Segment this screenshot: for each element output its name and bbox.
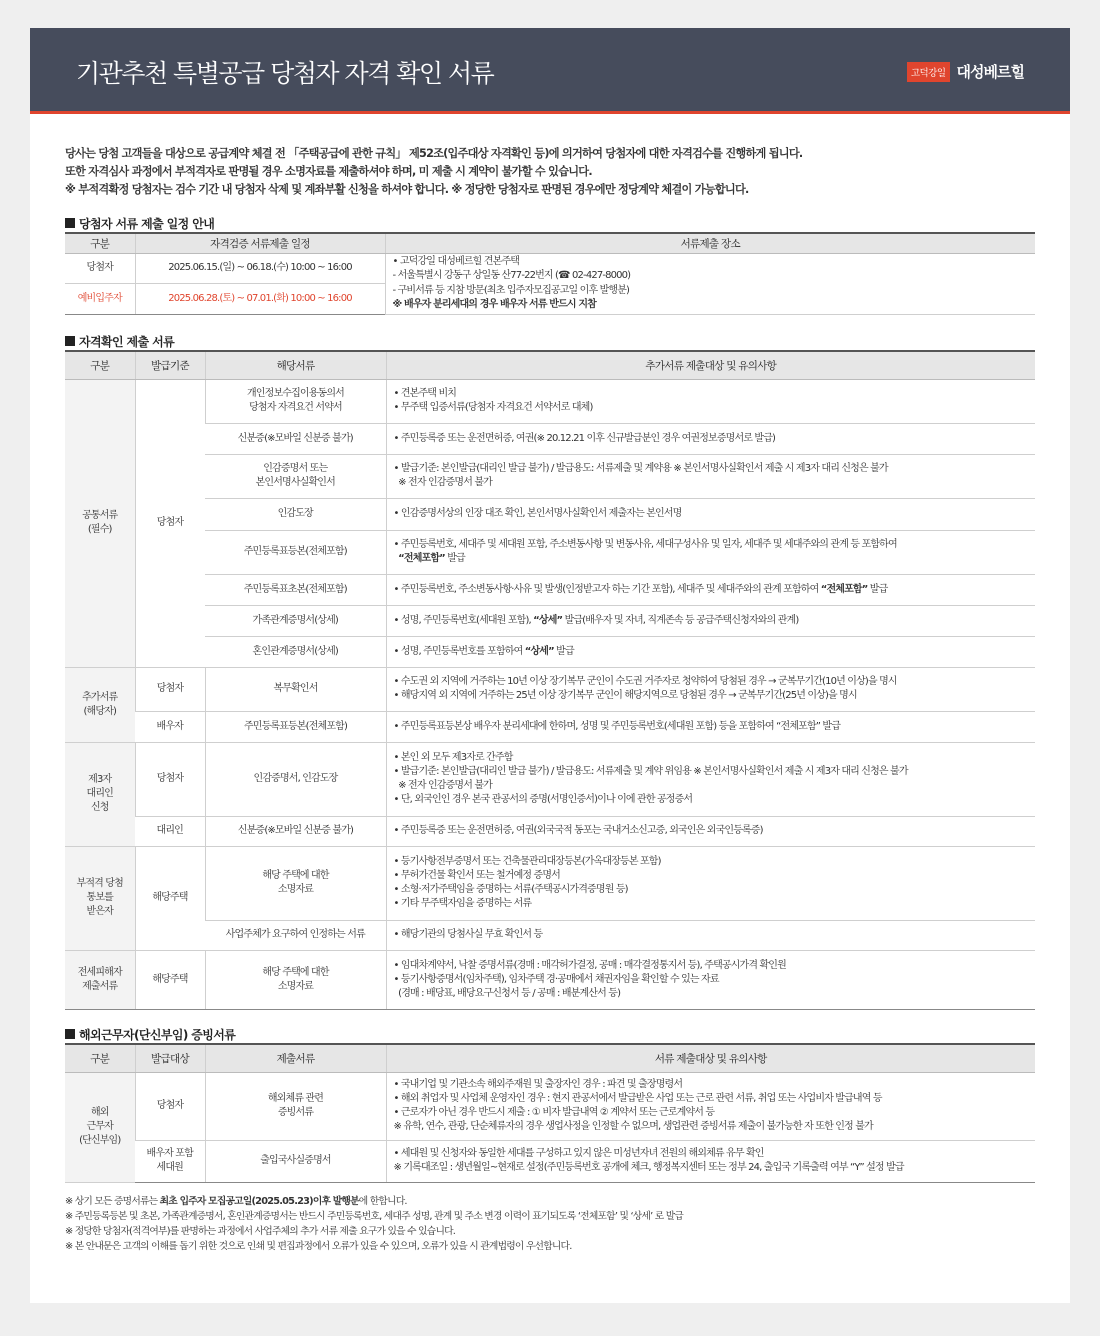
doc-note: • 임대차계약서, 낙찰 증명서류(경매 : 매각허가결정, 공매 : 매각결정통지서 등), 주택공시가격 확인원 • 등기사항증명서(임차주택), 임차주택 경·공매에서 채권자임을 확인할 수 있는 자료 (경매 : 배당표, 배당요구신청서 등 / 공매 : 배분계산서 등) [386,950,1035,1009]
group-label: 전세피해자 제출서류 [65,950,135,1009]
table-row [65,498,1035,530]
table-row [65,742,1035,816]
intro-line: 당사는 당첨 고객들을 대상으로 공급계약 체결 전 「주택공급에 관한 규칙」 제52조(입주대상 자격확인 등)에 의거하여 당첨자에 대한 자격검수를 진행하게 됩니다. [65,147,803,160]
doc-note: • 발급기준: 본인발급(대리인 발급 불가) / 발급용도: 서류제출 및 계약용 ※ 본인서명사실확인서 제출 시 제3자 대리 신청은 불가 ※ 전자 인감증명서 불가 [386,454,1035,498]
doc-note: • 주민등록번호, 주소변동사항·사유 및 발생(인정받고자 하는 기간 포함), 세대주 및 세대주와의 관계 포함하여 “전체포함” 발급 [386,574,1035,605]
schedule-type: 예비입주자 [65,284,135,315]
footnote: ※ 본 안내문은 고객의 이해를 돕기 위한 것으로 인쇄 및 편집과정에서 오류가 있을 수 있으며, 오류가 있을 시 관계법령이 우선합니다. [65,1241,572,1252]
basis-label: 배우자 [135,711,205,742]
doc-note: • 성명, 주민등록번호를 포함하여 “상세” 발급 [386,636,1035,667]
basis-label: 당첨자 [135,742,205,816]
doc-name: 복무확인서 [205,667,386,711]
table-row [65,530,1035,574]
group-label: 부적격 당첨 통보를 받은자 [65,846,135,950]
column-header: 발급대상 [135,1044,205,1072]
doc-note: • 본인 외 모두 제3자로 간주함 • 발급기준: 본인발급(대리인 발급 불가) / 발급용도: 서류제출 및 계약 위임용 ※ 본인서명사실확인서 제출 시 제3자 대리 신청은 불가 ※ 전자 인감증명서 불가 • 단, 외국인인 경우 본국 관공서의 증명(서명인증서)이나 이에 관한 공정증서 [386,742,1035,816]
group-label: 추가서류 (해당자) [65,667,135,742]
doc-note: • 수도권 외 지역에 거주하는 10년 이상 장기복무 군인이 수도권 거주자로 청약하여 당첨된 경우 → 군복무기간(10년 이상)을 명시 • 해당지역 외 지역에 거주하는 25년 이상 장기복무 군인이 해당지역으로 당첨된 경우 → 군복무기간(25년 이상)을 명시 [386,667,1035,711]
table-row [65,1140,1035,1182]
group-label: 제3자 대리인 신청 [65,742,135,846]
notice-card [30,28,1070,1303]
doc-name: 인감도장 [205,498,386,530]
doc-note: • 주민등록증 또는 운전면허증, 여권(※ 20.12.21 이후 신규발급분인 경우 여권정보증명서로 발급) [386,423,1035,454]
doc-name: 주민등록표초본(전체포함) [205,574,386,605]
doc-name: 개인정보수집이용동의서 당첨자 자격요건 서약서 [205,379,386,423]
table-row [65,950,1035,1009]
doc-name: 혼인관계증명서(상세) [205,636,386,667]
column-header: 해당서류 [205,351,386,379]
table-row [65,920,1035,950]
intro-line: ※ 부적격확정 당첨자는 검수 기간 내 당첨자 삭제 및 계좌부활 신청을 하셔야 합니다. ※ 정당한 당첨자로 판명된 경우에만 정당계약 체결이 가능합니다. [65,183,749,196]
intro-text [65,145,1045,199]
doc-name: 신분증(※모바일 신분증 불가) [205,816,386,846]
table-row [65,1072,1035,1140]
overseas-section [65,1025,1035,1183]
column-header: 서류 제출대상 및 유의사항 [386,1044,1035,1072]
square-bullet-icon [65,336,75,346]
doc-note: • 등기사항전부증명서 또는 건축물관리대장등본(가옥대장등본 포함) • 무허가건물 확인서 또는 철거예정 증명서 • 소형·저가주택임을 증명하는 서류(주택공시가격증명원 등) • 기타 무주택자임을 증명하는 서류 [386,846,1035,920]
doc-note: • 성명, 주민등록번호(세대원 포함), “상세” 발급(배우자 및 자녀, 직계존속 등 공급주택신청자와의 관계) [386,605,1035,636]
brand-name: 대성베르힐 [956,63,1024,81]
doc-note: • 주민등록번호, 세대주 및 세대원 포함, 주소변동사항 및 변동사유, 세대구성사유 및 일자, 세대주 및 세대주와의 관계 등 포함하여 “전체포함” 발급 [386,530,1035,574]
table-row [65,816,1035,846]
schedule-place: • 고덕강일 대성베르힐 견본주택 - 서울특별시 강동구 상일동 산77-22번지 (☎ 02-427-8000) - 구비서류 등 지참 방문(최초 입주자모집공고일 이후 발행분) ※ 배우자 분리세대의 경우 배우자 서류 반드시 지참 [385,253,1035,314]
basis-label: 해당주택 [135,950,205,1009]
page-title: 기관추천 특별공급 당첨자 자격 확인 서류 [76,59,494,88]
column-header: 구분 [65,351,135,379]
column-header: 구분 [65,233,135,253]
column-header: 자격검증 서류제출 일정 [135,233,385,253]
table-row [65,636,1035,667]
column-header: 제출서류 [205,1044,386,1072]
doc-name: 출입국사실증명서 [205,1140,386,1182]
page-header [30,28,1070,114]
doc-name: 해당 주택에 대한 소명자료 [205,950,386,1009]
doc-name: 신분증(※모바일 신분증 불가) [205,423,386,454]
doc-name: 주민등록표등본(전체포함) [205,711,386,742]
overseas-table [65,1043,1035,1183]
doc-note: • 견본주택 비치 • 무주택 입증서류(당첨자 자격요건 서약서로 대체) [386,379,1035,423]
brand-logo [907,61,1024,82]
brand-tag: 고덕강일 [907,62,950,82]
table-row [65,574,1035,605]
basis-label: 해당주택 [135,846,205,950]
footnotes [65,1194,1045,1254]
doc-name: 해당 주택에 대한 소명자료 [205,846,386,920]
doc-note: • 국내기업 및 기관소속 해외주재원 및 출장자인 경우 : 파견 및 출장명령서 • 해외 취업자 및 사업체 운영자인 경우 : 현지 관공서에서 발급받은 사업 또는 근로 관련 서류, 취업 또는 사업비자 발급내역 등 • 근로자가 아닌 경우 반드시 제출 : ① 비자 발급내역 ② 계약서 또는 근로계약서 등 ※ 유학, 연수, 관광, 단순체류자의 경우 생업사정을 인정할 수 없으며, 생업관련 증빙서류 제출이 불가능한 자 또한 인정 불가 [386,1072,1035,1140]
group-label: 공통서류 (필수) [65,379,135,667]
footnote: ※ 상기 모든 증명서류는 최초 입주자 모집공고일(2025.05.23)이후 발행분에 한합니다. [65,1196,407,1207]
schedule-period: 2025.06.28.(토) ~ 07.01.(화) 10:00 ~ 16:00 [135,284,385,315]
doc-name: 가족관계증명서(상세) [205,605,386,636]
doc-name: 해외체류 관련 증빙서류 [205,1072,386,1140]
schedule-table [65,232,1035,315]
doc-note: • 해당기관의 당첨사실 무효 확인서 등 [386,920,1035,950]
section-title: 당첨자 서류 제출 일정 안내 [65,214,1035,232]
table-row [65,379,1035,423]
column-header: 구분 [65,1044,135,1072]
square-bullet-icon [65,218,75,228]
basis-label: 당첨자 [135,379,205,667]
column-header: 발급기준 [135,351,205,379]
schedule-type: 당첨자 [65,253,135,284]
schedule-period: 2025.06.15.(일) ~ 06.18.(수) 10:00 ~ 16:00 [135,253,385,284]
table-row [65,667,1035,711]
section-title: 해외근무자(단신부임) 증빙서류 [65,1025,1035,1043]
basis-label: 당첨자 [135,667,205,711]
doc-note: • 주민등록증 또는 운전면허증, 여권(외국국적 동포는 국내거소신고증, 외국인은 외국인등록증) [386,816,1035,846]
doc-name: 인감증명서 또는 본인서명사실확인서 [205,454,386,498]
table-row [65,423,1035,454]
doc-name: 인감증명서, 인감도장 [205,742,386,816]
doc-note: • 세대원 및 신청자와 동일한 세대를 구성하고 있지 않은 미성년자녀 전원의 해외체류 유무 확인 ※ 기록대조일 : 생년월일~현재로 설정(주민등록번호 공개에 체크, 행정복지센터 또는 정부 24, 출입국 기록출력 여부 “Y” 설정 발급 [386,1140,1035,1182]
table-row [65,605,1035,636]
schedule-section [65,214,1035,315]
footnote: ※ 주민등록등본 및 초본, 가족관계증명서, 혼인관계증명서는 반드시 주민등록번호, 세대주 성명, 관계 및 주소 변경 이력이 표기되도록 ‘전체포함’ 및 ‘상세’ 로 발급 [65,1211,684,1222]
table-row [65,711,1035,742]
column-header: 추가서류 제출대상 및 유의사항 [386,351,1035,379]
basis-label: 배우자 포함 세대원 [135,1140,205,1182]
doc-name: 사업주체가 요구하여 인정하는 서류 [205,920,386,950]
basis-label: 대리인 [135,816,205,846]
table-row [65,846,1035,920]
group-label: 해외 근무자 (단신부임) [65,1072,135,1182]
footnote: ※ 정당한 당첨자(적격여부)를 판명하는 과정에서 사업주체의 추가 서류 제출 요구가 있을 수 있습니다. [65,1226,456,1237]
documents-table [65,350,1035,1010]
square-bullet-icon [65,1029,75,1039]
doc-note: • 주민등록표등본상 배우자 분리세대에 한하며, 성명 및 주민등록번호(세대원 포함) 등을 포함하여 “전체포함” 발급 [386,711,1035,742]
column-header: 서류제출 장소 [385,233,1035,253]
table-row [65,253,1035,284]
section-title: 자격확인 제출 서류 [65,332,1035,350]
basis-label: 당첨자 [135,1072,205,1140]
doc-note: • 인감증명서상의 인장 대조 확인, 본인서명사실확인서 제출자는 본인서명 [386,498,1035,530]
doc-name: 주민등록표등본(전체포함) [205,530,386,574]
intro-line: 또한 자격심사 과정에서 부적격자로 판명될 경우 소명자료를 제출하셔야 하며, 미 제출 시 계약이 불가할 수 있습니다. [65,165,592,178]
table-row [65,454,1035,498]
documents-section [65,332,1035,1010]
